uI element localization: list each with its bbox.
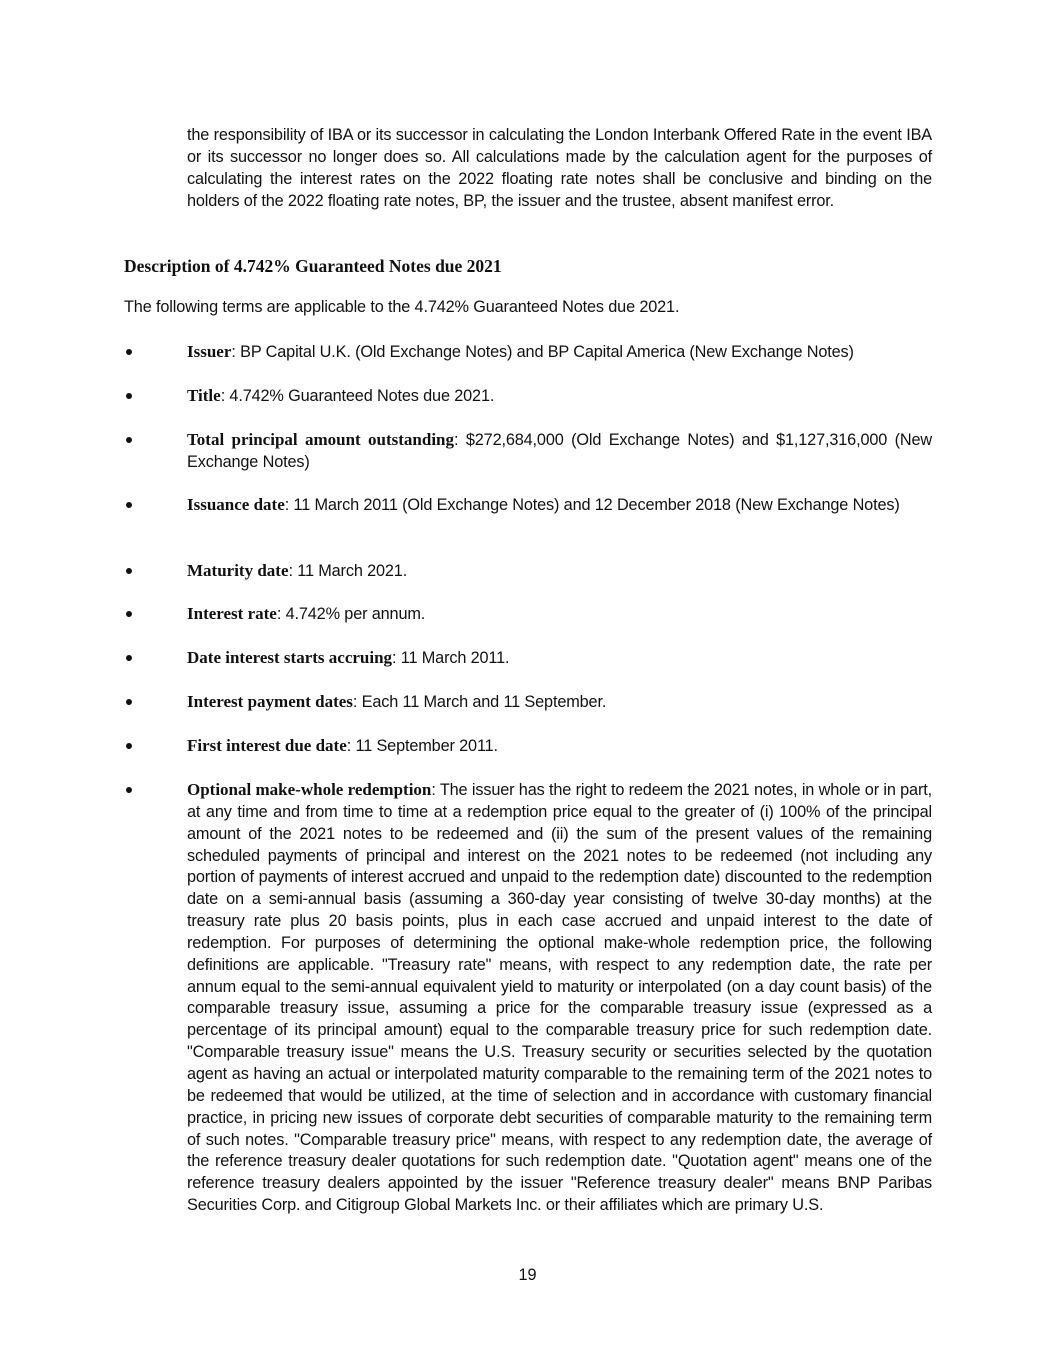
term-text: : Each 11 March and 11 September. — [352, 693, 607, 711]
bullet-icon — [126, 349, 132, 355]
term-text: : 11 March 2011 (Old Exchange Notes) and 12 December 2018 (New Exchange Notes) — [284, 496, 900, 514]
term-label: Interest rate — [187, 604, 277, 623]
term-label: Date interest starts accruing — [187, 648, 393, 667]
bullet-icon — [126, 787, 132, 793]
bullet-icon — [126, 699, 132, 705]
term-label: Issuance date — [187, 495, 285, 514]
term-label: Title — [187, 386, 221, 405]
term-text: : 4.742% Guaranteed Notes due 2021. — [220, 387, 495, 405]
list-item-issuer — [124, 341, 932, 364]
list-item-payment-dates — [124, 691, 932, 714]
bullet-icon — [126, 502, 132, 508]
list-item-total-principal — [124, 429, 932, 474]
term-label: Issuer — [187, 342, 232, 361]
bullet-icon — [126, 743, 132, 749]
term-text: : 11 September 2011. — [346, 737, 498, 755]
list-item-title — [124, 385, 932, 408]
section-heading: Description of 4.742% Guaranteed Notes due 2021 — [124, 256, 502, 276]
term-label: First interest due date — [187, 736, 347, 755]
term-text: : 11 March 2021. — [288, 562, 408, 580]
bullet-icon — [126, 655, 132, 661]
term-label: Interest payment dates — [187, 692, 353, 711]
list-item-issuance-date — [124, 494, 932, 517]
bullet-icon — [126, 611, 132, 617]
term-text: : 11 March 2011. — [392, 649, 510, 667]
list-item-first-due-date — [124, 735, 932, 758]
term-text: : The issuer has the right to redeem the 2021 notes, in whole or in part, at any time and from time to time at a redemption price equal to the greater of (i) 100% of the principal amount of the 2021 notes to be redeemed and (ii) the sum of the present values of the remaining scheduled payments of principal and interest on the 2021 notes to be redeemed (not including any portion of payments of interest accrued and unpaid to the redemption date) discounted to the redemption date on a semi-annual basis (assuming a 360-day year consisting of twelve 30-day months) at the treasury rate plus 20 basis points, plus in each case accrued and unpaid interest to the date of redemption. For purposes of determining the optional make-whole redemption price, the following definitions are applicable. "Treasury rate" means, with respect to any redemption date, the rate per annum equal to the semi-annual equivalent yield to maturity or interpolated (on a day count basis) of the comparable treasury issue, assuming a price for the comparable treasury issue (expressed as a percentage of its principal amount) equal to the comparable treasury price for such redemption date. "Comparable treasury issue" means the U.S. Treasury security or securities selected by the quotation agent as having an actual or interpolated maturity comparable to the remaining term of the 2021 notes to be redeemed that would be utilized, at the time of selection and in accordance with customary financial practice, in pricing new issues of corporate debt securities of comparable maturity to the remaining term of such notes. "Comparable treasury price" means, with respect to any redemption date, the average of the reference treasury dealer quotations for such redemption date. "Quotation agent" means one of the reference treasury dealers appointed by the issuer "Reference treasury dealer" means BNP Paribas Securities Corp. and Citigroup Global Markets Inc. or their affiliates which are primary U.S. — [187, 781, 932, 1215]
term-label: Total principal amount outstanding — [187, 430, 455, 449]
bullet-icon — [126, 568, 132, 574]
term-text: : 4.742% per annum. — [276, 605, 426, 623]
intro-paragraph: the responsibility of IBA or its successor in calculating the London Interbank Offered Rate in the event IBA or its successor no longer does so. All calculations made by the calculation agent for the purposes of calculating the interest rates on the 2022 floating rate notes shall be conclusive and binding on the holders of the 2022 floating rate notes, BP, the issuer and the trustee, absent manifest error. — [187, 126, 932, 210]
bullet-icon — [126, 437, 132, 443]
lead-sentence: The following terms are applicable to the 4.742% Guaranteed Notes due 2021. — [124, 298, 680, 316]
list-item-make-whole-redemption — [124, 779, 932, 1217]
term-label: Maturity date — [187, 561, 289, 580]
list-item-interest-rate — [124, 603, 932, 626]
list-item-maturity-date — [124, 560, 932, 583]
page-number: 19 — [518, 1266, 537, 1284]
term-label: Optional make-whole redemption — [187, 780, 432, 799]
list-item-interest-accruing — [124, 647, 932, 670]
term-text: : BP Capital U.K. (Old Exchange Notes) and BP Capital America (New Exchange Notes) — [231, 343, 854, 361]
bullet-icon — [126, 393, 132, 399]
term-text: : $272,684,000 (Old Exchange Notes) and $1,127,316,000 (New Exchange Notes) — [187, 431, 933, 471]
